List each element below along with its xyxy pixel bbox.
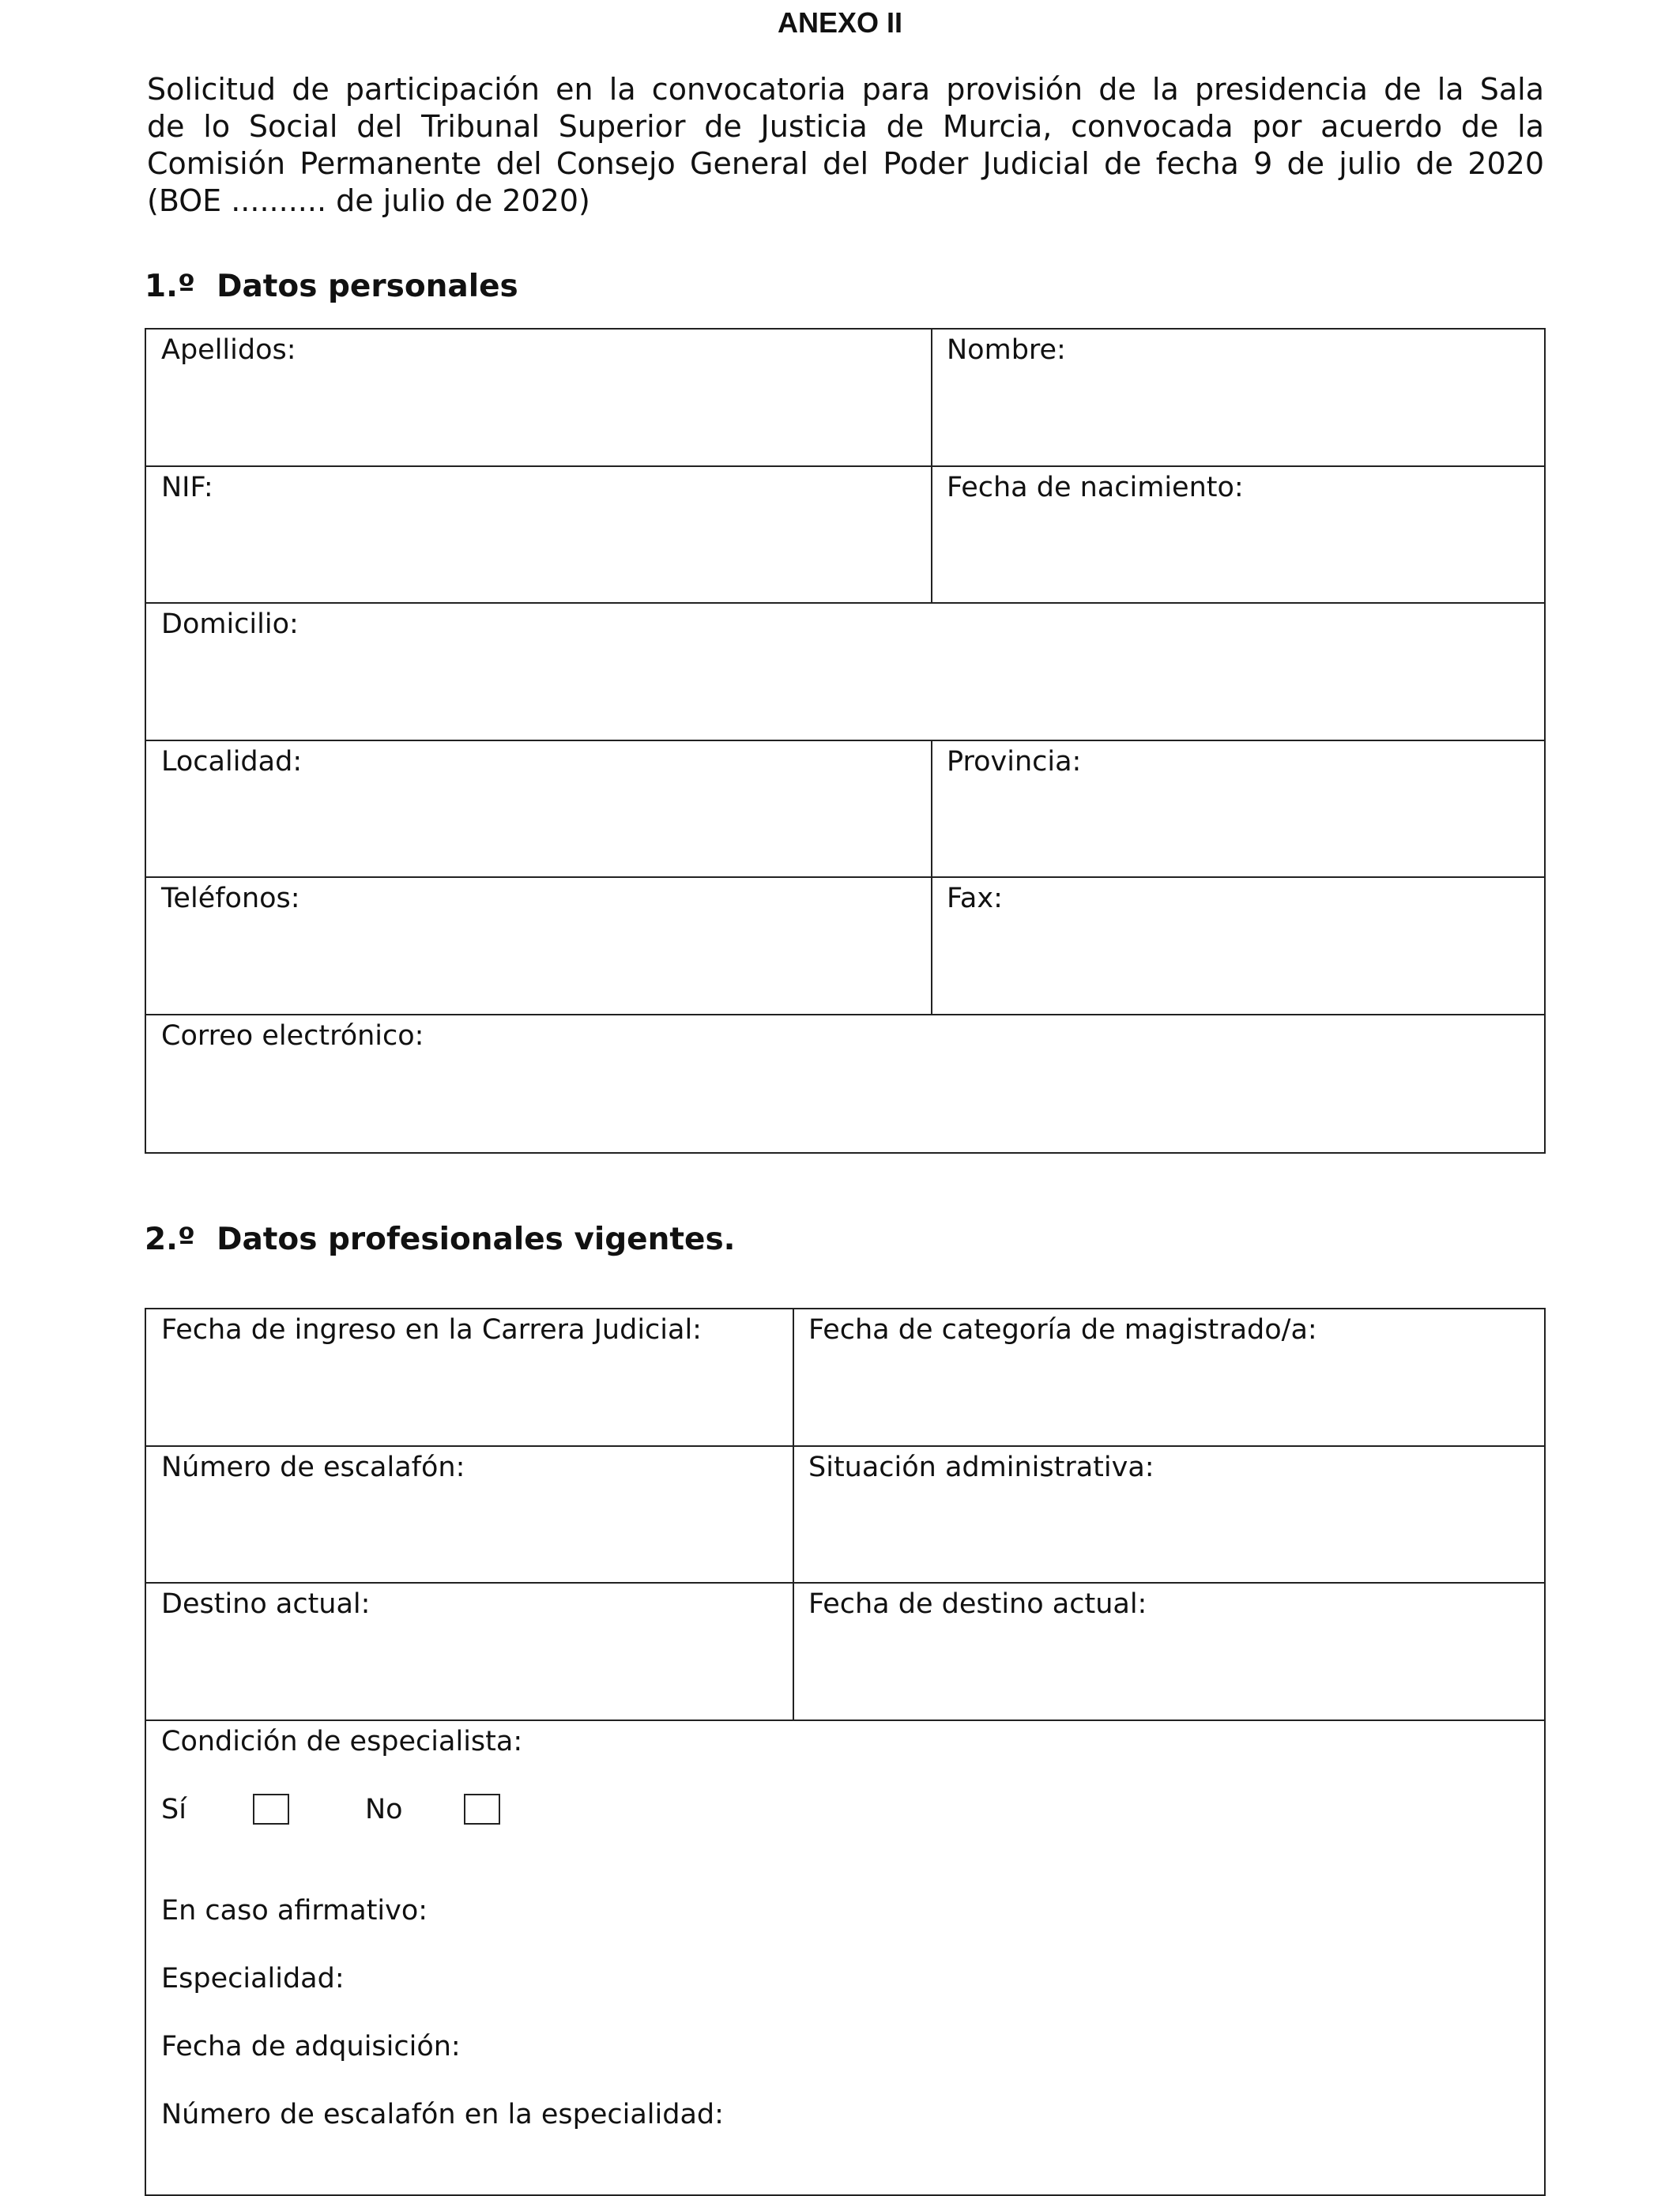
row-divider <box>145 602 1546 604</box>
acquisition-date-field[interactable]: Fecha de adquisición: <box>161 2031 461 2062</box>
section-1-title: 1.º Datos personales <box>145 269 518 304</box>
row-divider <box>145 1014 1546 1015</box>
specialist-condition-label: Condición de especialista: <box>161 1726 523 1757</box>
specialty-field[interactable]: Especialidad: <box>161 1963 345 1994</box>
intro-line: de lo Social del Tribunal Superior de Justicia de Murcia, convocada por acuerdo de la <box>147 109 1544 144</box>
seniority-number-field[interactable]: Número de escalafón: <box>161 1452 465 1483</box>
fax-field[interactable]: Fax: <box>947 883 1003 914</box>
intro-line: Solicitud de participación en la convocatoria para provisión de la presidencia de la Sala <box>147 72 1544 107</box>
row-divider <box>145 1720 1546 1721</box>
row-divider <box>145 740 1546 741</box>
email-field[interactable]: Correo electrónico: <box>161 1020 424 1052</box>
row-divider <box>145 1582 1546 1584</box>
annex-title: ANEXO II <box>777 6 903 39</box>
birth-date-field[interactable]: Fecha de nacimiento: <box>947 472 1244 503</box>
phones-field[interactable]: Teléfonos: <box>161 883 300 914</box>
current-post-field[interactable]: Destino actual: <box>161 1588 371 1620</box>
apellidos-field[interactable]: Apellidos: <box>161 334 296 366</box>
section-2-title: 2.º Datos profesionales vigentes. <box>145 1222 736 1257</box>
row-divider <box>145 876 1546 878</box>
column-divider <box>931 740 932 1014</box>
current-post-date-field[interactable]: Fecha de destino actual: <box>808 1588 1147 1620</box>
locality-field[interactable]: Localidad: <box>161 746 303 778</box>
intro-line: (BOE .......... de julio de 2020) <box>147 183 590 218</box>
column-divider <box>931 328 932 602</box>
province-field[interactable]: Provincia: <box>947 746 1082 778</box>
entry-date-field[interactable]: Fecha de ingreso en la Carrera Judicial: <box>161 1314 702 1346</box>
nif-field[interactable]: NIF: <box>161 472 213 503</box>
intro-line: Comisión Permanente del Consejo General del Poder Judicial de fecha 9 de julio de 2020 <box>147 146 1544 181</box>
magistrate-date-field[interactable]: Fecha de categoría de magistrado/a: <box>808 1314 1317 1346</box>
column-divider <box>793 1308 794 1720</box>
nombre-field[interactable]: Nombre: <box>947 334 1066 366</box>
no-label: No <box>365 1794 403 1825</box>
no-checkbox[interactable] <box>464 1794 500 1825</box>
yes-checkbox[interactable] <box>253 1794 289 1825</box>
yes-label: Sí <box>161 1794 186 1825</box>
administrative-status-field[interactable]: Situación administrativa: <box>808 1452 1155 1483</box>
row-divider <box>145 465 1546 467</box>
if-affirmative-label: En caso afirmativo: <box>161 1895 428 1927</box>
specialty-seniority-field[interactable]: Número de escalafón en la especialidad: <box>161 2099 724 2130</box>
intro-paragraph <box>147 71 1544 220</box>
row-divider <box>145 1445 1546 1447</box>
address-field[interactable]: Domicilio: <box>161 608 299 640</box>
